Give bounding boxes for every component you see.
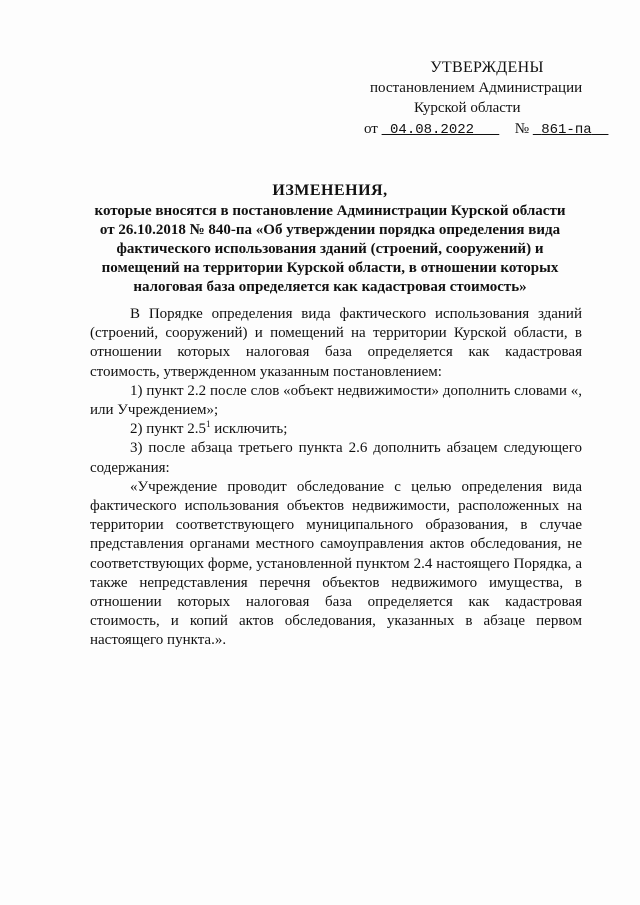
number-prefix: № bbox=[514, 121, 530, 137]
quoted-paragraph: «Учреждение проводит обследование с целью определения вида фактического использования объектов недвижимости, расположенных на территории соответствующего муниципального образования, в случае представления органами местного самоуправления актов обследования, не соответствующих форме, установленной пунктом 2.4 настоящего Порядка, а также непредставления перечня объектов недвижимого имущества, в отношении которых налоговая база определяется как кадастровая стоимость, и копий актов обследования, указанных в абзаце первом настоящего пункта.». bbox=[90, 478, 582, 649]
approval-issuer: постановлением Администрации bbox=[370, 80, 583, 96]
document-body bbox=[90, 305, 582, 651]
heading-title: ИЗМЕНЕНИЯ, bbox=[272, 182, 388, 199]
approval-date-row bbox=[352, 119, 592, 140]
approval-title: УТВЕРЖДЕНЫ bbox=[430, 59, 544, 76]
item-2: 2) пункт $2.5^1$ исключить; bbox=[130, 419, 288, 438]
approval-block bbox=[352, 58, 592, 140]
superscript: 1 bbox=[205, 419, 211, 430]
heading-line: от 26.10.2018 № 840-па «Об утверждении порядка определения вида bbox=[99, 222, 561, 238]
heading-line: налоговая база определяется как кадастровая стоимость» bbox=[133, 279, 527, 295]
document-heading bbox=[60, 181, 600, 297]
item-1: 1) пункт 2.2 после слов «объект недвижимости» дополнить словами «, или Учреждением»; bbox=[90, 382, 582, 419]
date-prefix: от bbox=[364, 121, 378, 137]
heading-line: помещений на территории Курской области, в отношении которых bbox=[101, 260, 559, 276]
heading-line: которые вносятся в постановление Администрации Курской области bbox=[94, 203, 566, 219]
approval-number: 861-па bbox=[541, 122, 592, 138]
intro-paragraph: В Порядке определения вида фактического использования зданий (строений, сооружений) и помещений на территории Курской области, в отношении которых налоговая база определяется как кадастровая стоимость, утвержденном указанным постановлением: bbox=[90, 306, 582, 380]
approval-region: Курской области bbox=[414, 100, 521, 116]
heading-line: фактического использования зданий (строений, сооружений) и bbox=[116, 241, 544, 257]
approval-date: 04.08.2022 bbox=[390, 122, 475, 138]
item-3: 3) после абзаца третьего пункта 2.6 дополнить абзацем следующего содержания: bbox=[90, 440, 582, 476]
